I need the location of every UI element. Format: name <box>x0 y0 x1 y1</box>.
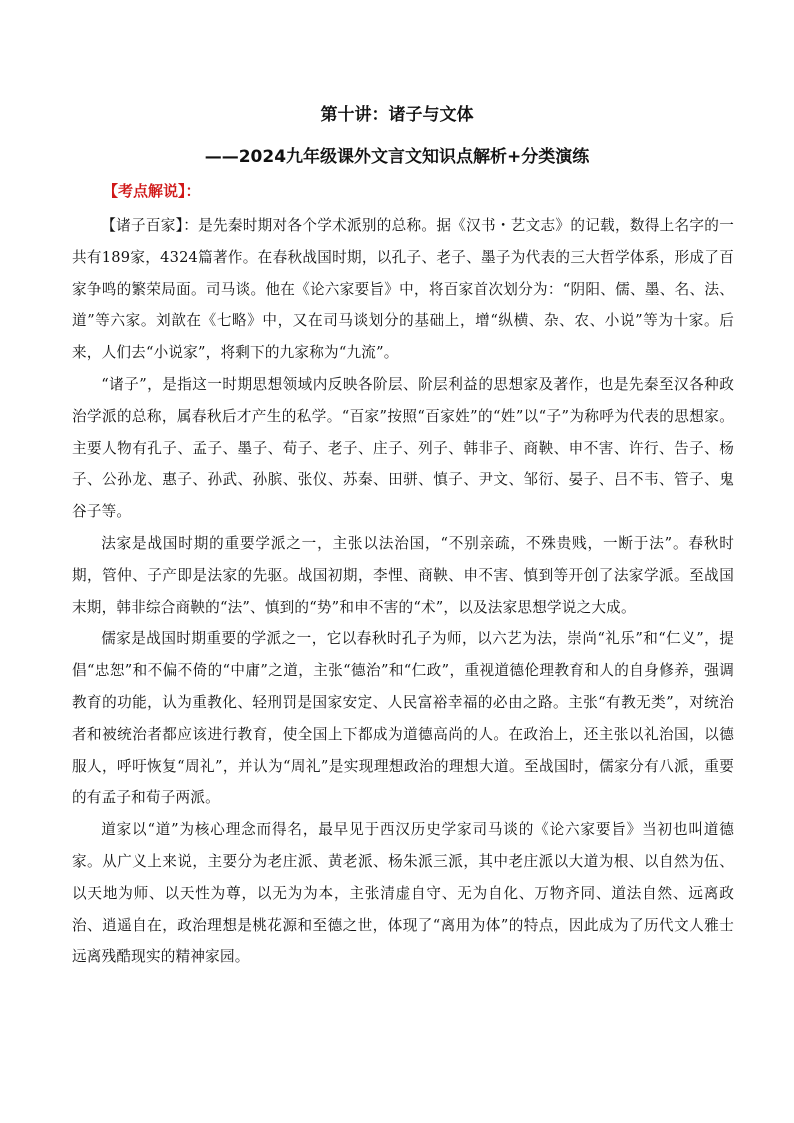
paragraph-daojia: 道家以“道”为核心理念而得名，最早见于西汉历史学家司马谈的《论六家要旨》当初也叫道德家。从广义上来说，主要分为老庄派、黄老派、杨朱派三派，其中老庄派以大道为根、以自然为伍、以天地为师、以天性为尊，以无为为本，主张清虚自守、无为自化、万物齐同、道法自然、远离政治、逍遥自在，政治理想是桃花源和至德之世，体现了“离用为体”的特点，因此成为了历代文人雅士远离残酷现实的精神家园。 <box>72 821 734 966</box>
paragraph-rujia: 儒家是战国时期重要的学派之一，它以春秋时孔子为师，以六艺为法，崇尚“礼乐”和“仁义”，提倡“忠恕”和不偏不倚的“中庸”之道，主张“德治”和“仁政”，重视道德伦理教育和人的自身修养，强调教育的功能，认为重教化、轻刑罚是国家安定、人民富裕幸福的必由之路。主张“有教无类”，对统治者和被统治者都应该进行教育，使全国上下都成为道德高尚的人。在政治上，还主张以礼治国，以德服人，呼吁恢复“周礼”，并认为“周礼”是实现理想政治的理想大道。至战国时，儒家分有八派，重要的有孟子和荀子两派。 <box>72 630 734 807</box>
document-body <box>72 210 734 973</box>
paragraph-fajia: 法家是战国时期的重要学派之一，主张以法治国，“不别亲疏，不殊贵贱，一断于法”。春秋时期，管仲、子产即是法家的先驱。战国初期，李悝、商鞅、申不害、慎到等开创了法家学派。至战国末期，韩非综合商鞅的“法”、慎到的“势”和申不害的“术”，以及法家思想学说之大成。 <box>72 534 734 616</box>
document-title: 第十讲：诸子与文体 <box>320 105 474 125</box>
document-subtitle: ——2024九年级课外文言文知识点解析+分类演练 <box>204 147 590 167</box>
paragraph-zhuzibaijia: 【诸子百家】：是先秦时期对各个学术派别的总称。据《汉书・艺文志》的记载，数得上名字的一共有189家，4324篇著作。在春秋战国时期，以孔子、老子、墨子为代表的三大哲学体系，形成了百家争鸣的繁荣局面。司马谈。他在《论六家要旨》中，将百家首次划分为：“阴阳、儒、墨、名、法、道”等六家。刘歆在《七略》中，又在司马谈划分的基础上，增“纵横、杂、农、小说”等为十家。后来，人们去“小说家”，将剩下的九家称为“九流”。 <box>72 217 734 362</box>
paragraph-zhuzi: “诸子”，是指这一时期思想领域内反映各阶层、阶层利益的思想家及著作，也是先秦至汉各种政治学派的总称，属春秋后才产生的私学。“百家”按照“百家姓”的“姓”以“子”为称呼为代表的思想家。主要人物有孔子、孟子、墨子、荀子、老子、庄子、列子、韩非子、商鞅、申不害、许行、告子、杨子、公孙龙、惠子、孙武、孙膑、张仪、苏秦、田骈、慎子、尹文、邹衍、晏子、吕不韦、管子、鬼谷子等。 <box>72 375 734 521</box>
section-label: 【考点解说】： <box>103 182 201 200</box>
